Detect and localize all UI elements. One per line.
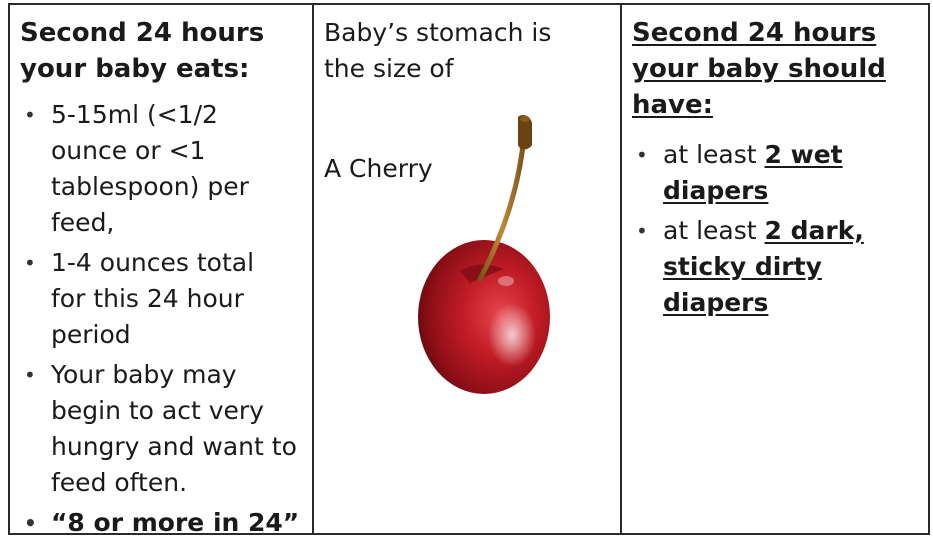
dirty-diapers-prefix: at least (663, 216, 765, 245)
stomach-intro-line2: the size of (324, 54, 454, 83)
should-have-column (622, 5, 928, 533)
list-item (632, 213, 893, 321)
eats-heading-line1: Second 24 hours (20, 18, 265, 48)
should-have-heading-line3: have: (632, 90, 714, 120)
should-have-heading (632, 15, 920, 123)
list-item: • 1-4 ounces total for this 24 hour period (20, 245, 276, 353)
dirty-diapers-count: 2 dark, sticky dirty diapers (663, 216, 864, 317)
cherry-icon (408, 111, 560, 399)
eats-heading-line2: your baby eats: (20, 54, 250, 84)
list-item: • Your baby may begin to act very hungry and want to feed often. (20, 357, 301, 501)
should-have-heading-line1: Second 24 hours (632, 18, 877, 48)
list-item (632, 137, 873, 209)
wet-diapers-count: 2 wet diapers (663, 140, 843, 205)
should-have-list (632, 137, 920, 321)
wet-diapers-prefix: at least (663, 140, 765, 169)
stomach-intro (324, 15, 612, 87)
eats-column (10, 5, 314, 537)
should-have-heading-line2: your baby should (632, 54, 886, 84)
stomach-column (314, 5, 622, 533)
stomach-intro-line1: Baby’s stomach is (324, 18, 552, 47)
eats-list (20, 97, 304, 541)
list-item: • 5-15ml (<1/2 ounce or <1 tablespoon) per feed, (20, 97, 251, 241)
list-item: • “8 or more in 24” (20, 505, 304, 541)
info-table (8, 3, 930, 535)
eats-heading (20, 15, 304, 87)
cherry-label: A Cherry (324, 154, 433, 183)
